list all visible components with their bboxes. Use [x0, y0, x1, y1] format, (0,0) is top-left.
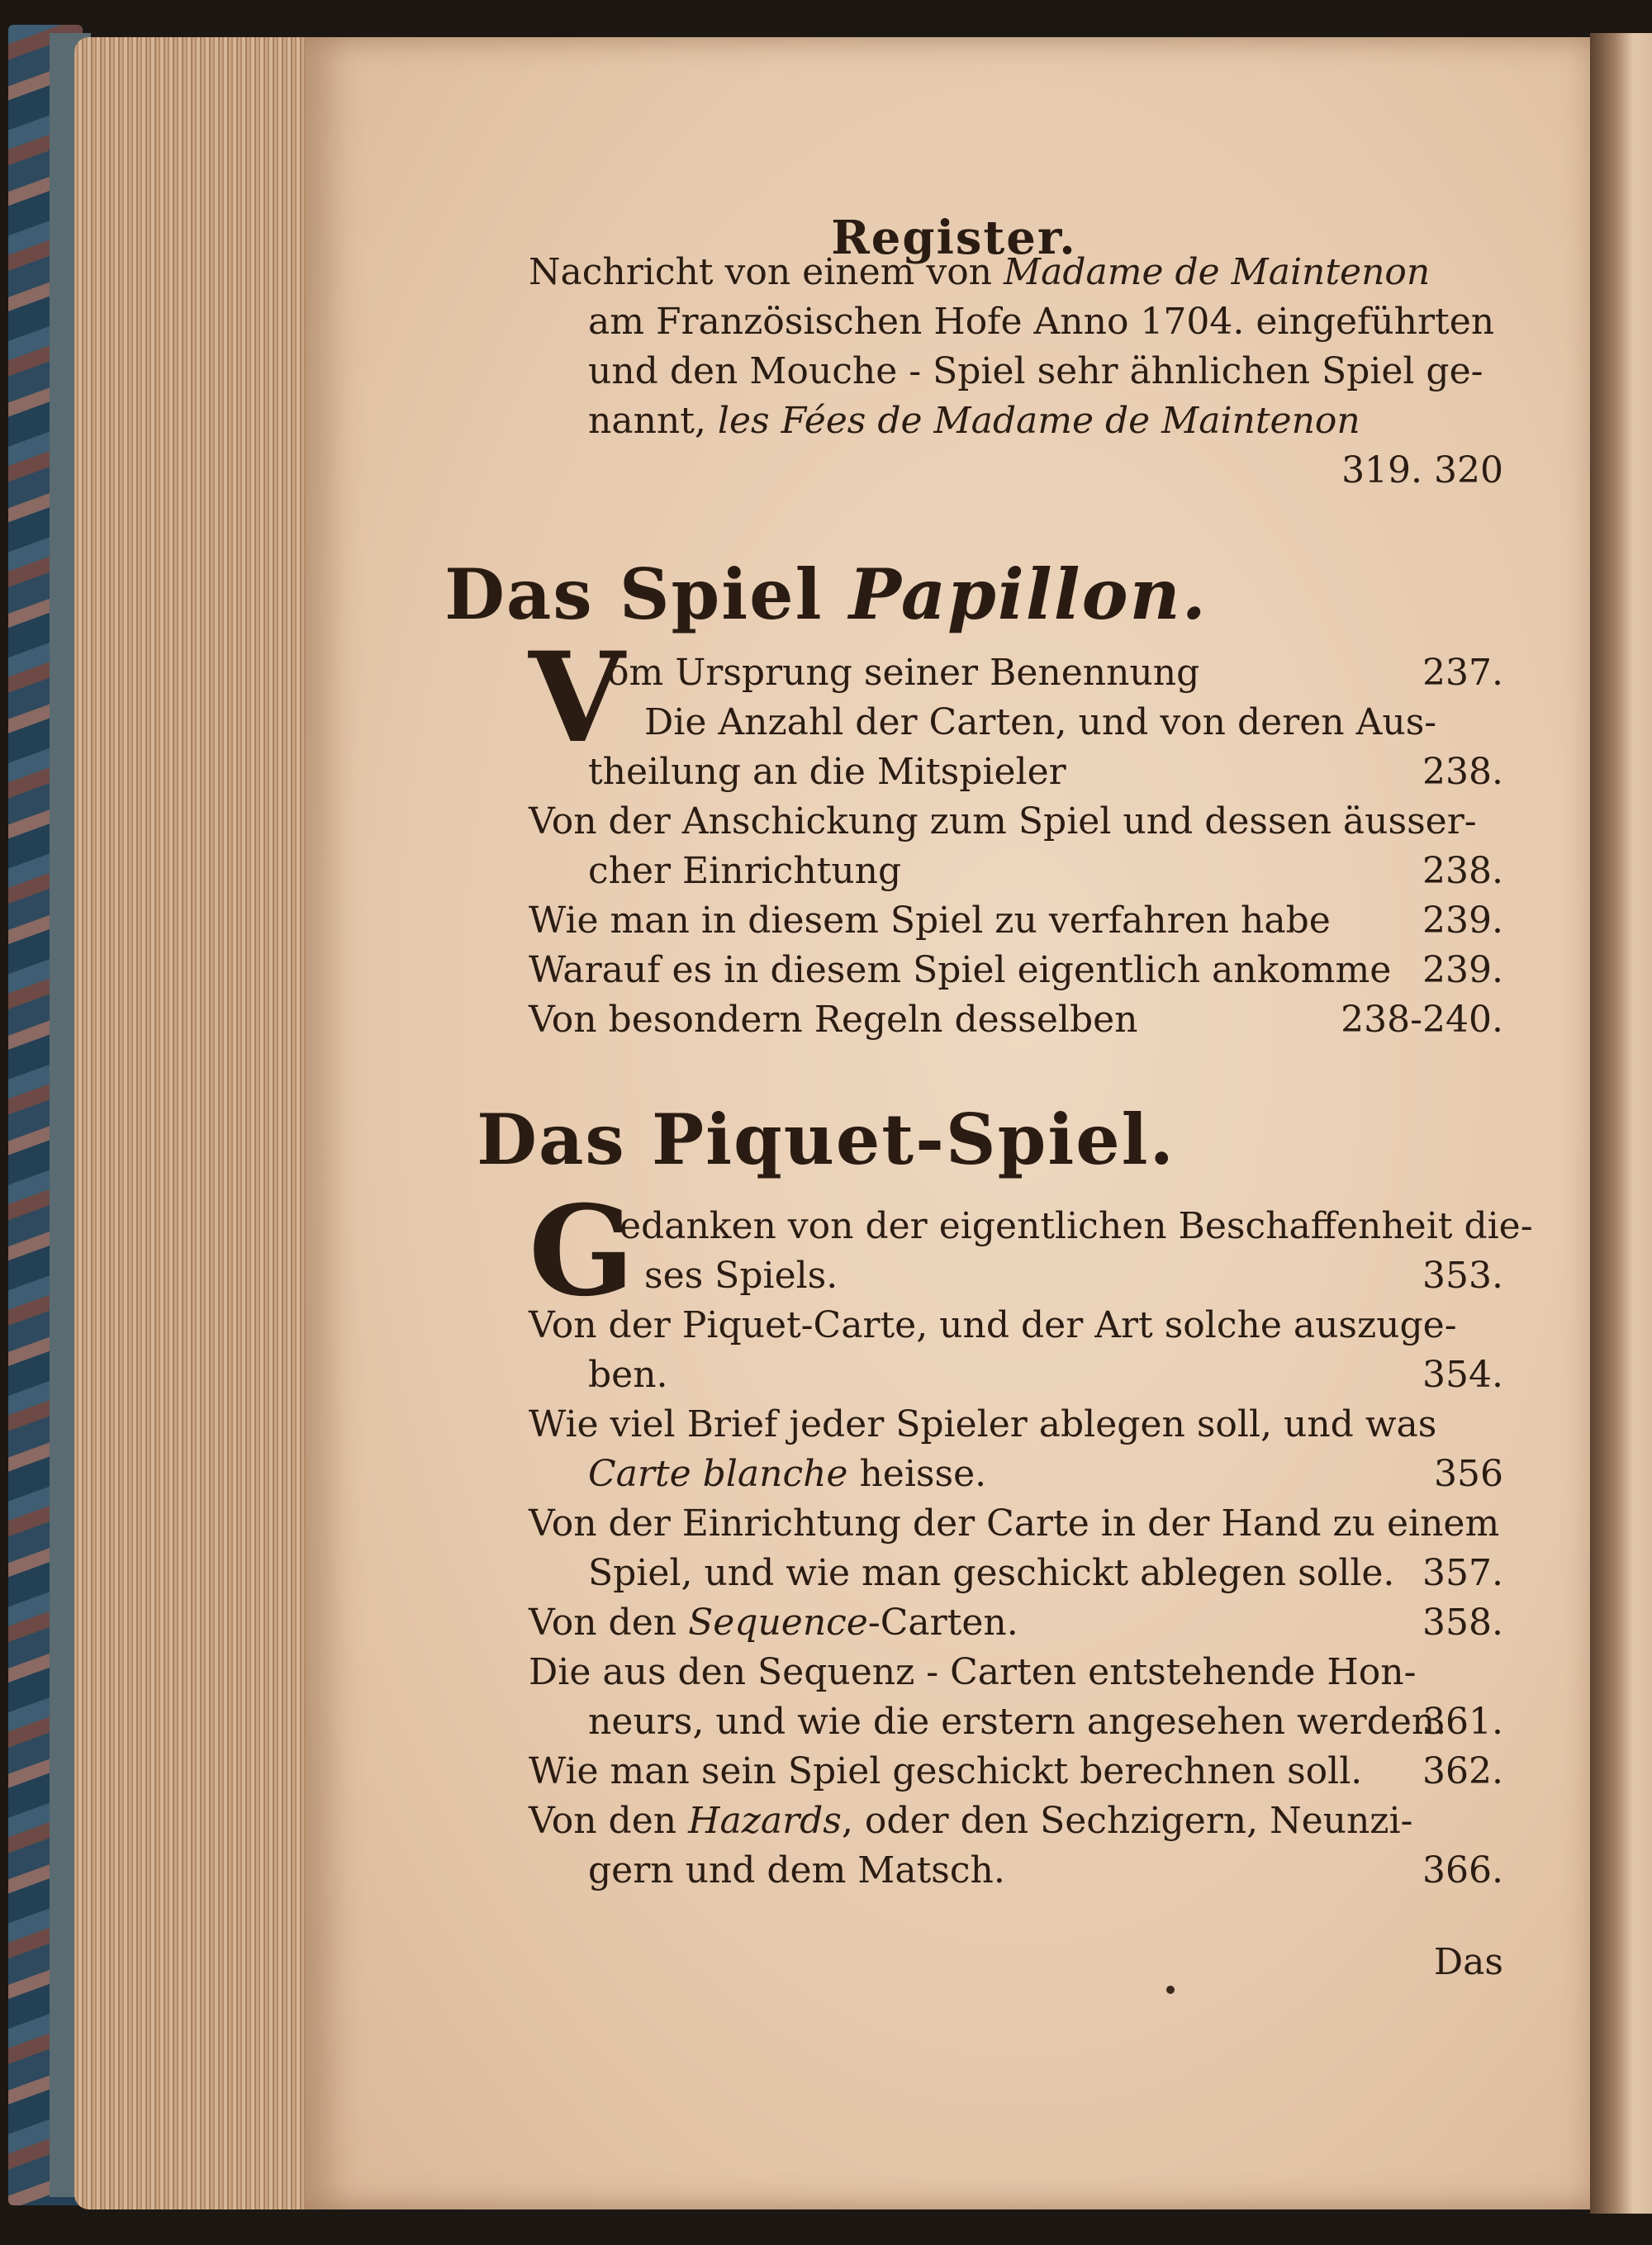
drop-cap: V	[529, 625, 625, 771]
toc-entry: Von der Anschickung zum Spiel und dessen äusser-	[529, 800, 1477, 842]
toc-entry-cont	[644, 1251, 1503, 1301]
toc-entry-cont	[588, 1697, 1503, 1747]
entry-italic: Hazards	[688, 1800, 842, 1842]
intro-line	[529, 248, 1503, 297]
intro-line: und den Mouche - Spiel sehr ähnlichen Spiel ge-	[588, 350, 1483, 392]
toc-entry: Wie viel Brief jeder Spieler ablegen soll, und was	[529, 1403, 1437, 1445]
ink-spot	[1166, 1986, 1175, 1994]
entry-text: ben.	[588, 1354, 668, 1396]
entry-text: heisse.	[859, 1453, 987, 1495]
intro-italic: les Fées de Madame de Maintenon	[717, 400, 1360, 442]
entry-text: Wie man in diesem Spiel zu verfahren habe	[529, 899, 1331, 942]
section-title-papillon	[0, 553, 1652, 635]
intro-pages-line	[529, 446, 1503, 496]
page-number: 366.	[1422, 1849, 1503, 1891]
toc-entry-cont	[588, 1846, 1503, 1896]
page-number: 356	[1434, 1453, 1503, 1495]
drop-cap: G	[529, 1179, 635, 1324]
page-number: 238.	[1422, 751, 1503, 793]
page-number: 237.	[1422, 652, 1503, 694]
catchword: Das	[1433, 1941, 1503, 1983]
entry-text: Warauf es in diesem Spiel eigentlich ankomme	[529, 949, 1392, 991]
toc-entry-cont	[588, 1350, 1503, 1400]
toc-entry	[644, 698, 1503, 748]
section-title-text: Das Spiel	[444, 553, 824, 635]
toc-entry: Von der Piquet-Carte, und der Art solche auszuge-	[529, 1304, 1457, 1346]
toc-entry-cont	[588, 1549, 1503, 1598]
page-number: 353.	[1422, 1255, 1503, 1297]
entry-text: ses Spiels.	[644, 1255, 838, 1297]
section-title-italic: Papillon.	[848, 553, 1208, 635]
page-number: 358.	[1422, 1602, 1503, 1644]
entry-text: neurs, und wie die erstern angesehen werden.	[588, 1701, 1447, 1743]
entry-text: Wie man sein Spiel geschickt berechnen soll.	[529, 1750, 1363, 1792]
toc-entry	[529, 995, 1503, 1045]
entry-italic: Sequence	[688, 1602, 868, 1644]
page-number: 319. 320	[1341, 449, 1503, 491]
entry-text: Von den	[529, 1602, 677, 1644]
toc-entry-cont	[588, 1450, 1503, 1499]
entry-text: Von besondern Regeln desselben	[529, 999, 1138, 1041]
toc-entry	[529, 1747, 1503, 1796]
running-head: Register.	[831, 211, 1077, 265]
intro-line: am Französischen Hofe Anno 1704. eingeführten	[588, 301, 1495, 343]
papillon-entries	[529, 648, 1503, 1045]
toc-entry	[529, 1598, 1503, 1648]
page-number: 238.	[1422, 850, 1503, 892]
toc-entry	[607, 648, 1503, 698]
page-number: 239.	[1422, 949, 1503, 991]
toc-entry	[529, 946, 1503, 995]
toc-entry	[529, 896, 1503, 946]
entry-text: Spiel, und wie man geschickt ablegen solle.	[588, 1552, 1395, 1594]
toc-entry-cont	[588, 847, 1503, 896]
entry-text: , oder den Sechzigern, Neunzi-	[841, 1800, 1413, 1842]
entry-italic: Carte blanche	[588, 1453, 848, 1495]
toc-entry	[529, 1796, 1503, 1846]
toc-entry: Von der Einrichtung der Carte in der Hand zu einem	[529, 1502, 1500, 1545]
intro-text: nannt,	[588, 400, 706, 442]
entry-text: Von den	[529, 1800, 677, 1842]
entry-text: gern und dem Matsch.	[588, 1849, 1005, 1891]
intro-entry	[529, 248, 1503, 496]
toc-entry-cont	[588, 748, 1503, 797]
page-number: 361.	[1422, 1701, 1503, 1743]
entry-text: -Carten.	[867, 1602, 1018, 1644]
entry-text: theilung an die Mitspieler	[588, 751, 1066, 793]
entry-text: om Ursprung seiner Benennung	[607, 652, 1200, 694]
piquet-entries	[529, 1202, 1533, 1896]
entry-text: cher Einrichtung	[588, 850, 902, 892]
toc-entry: edanken von der eigentlichen Beschaffenheit die-	[620, 1205, 1533, 1247]
toc-entry: Die aus den Sequenz - Carten entstehende Hon-	[529, 1651, 1417, 1693]
intro-text: Nachricht von einem von	[529, 251, 993, 293]
page-number: 362.	[1422, 1750, 1503, 1792]
page-number: 238-240.	[1341, 999, 1503, 1041]
intro-italic: Madame de Maintenon	[1004, 251, 1431, 293]
section-title-piquet: Das Piquet-Spiel.	[477, 1099, 1175, 1180]
page-number: 357.	[1422, 1552, 1503, 1594]
page-number: 239.	[1422, 899, 1503, 942]
page-number: 354.	[1422, 1354, 1503, 1396]
entry-text: Die Anzahl der Carten, und von deren Aus-	[644, 701, 1437, 743]
intro-line	[588, 396, 1503, 446]
